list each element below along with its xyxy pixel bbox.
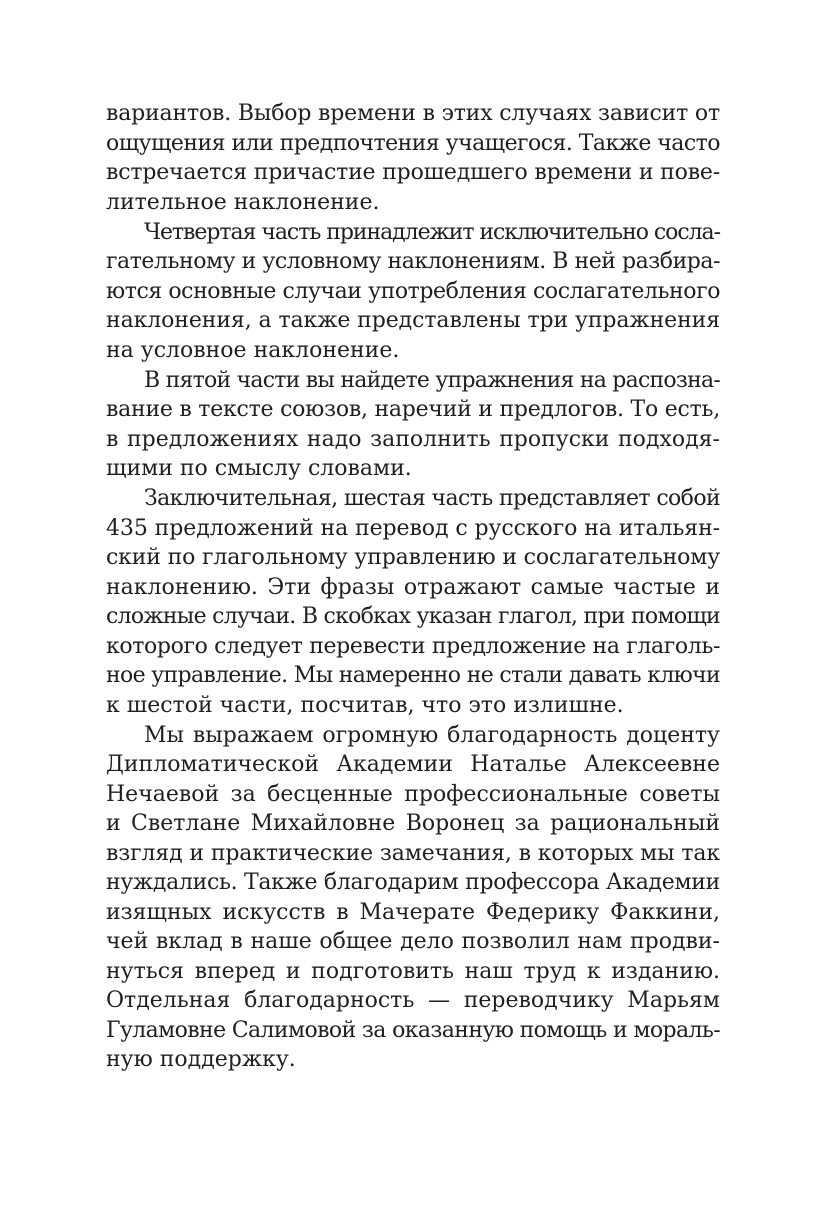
text-line: нуждались. Также благодарим профессора Академии: [106, 870, 720, 895]
text-line: встречается причастие прошедшего времени и пове-: [106, 160, 720, 185]
text-line: к шестой части, посчитав, что это излишне.: [106, 692, 624, 718]
text-line: на условное наклонение.: [106, 337, 400, 363]
text-line: лительное наклонение.: [106, 189, 380, 215]
text-line: гательному и условному наклонениям. В ней разбира-: [106, 249, 721, 274]
text-line: ное управление. Мы намеренно не стали давать ключи: [106, 663, 721, 688]
text-line: в предложениях надо заполнить пропуски подходя-: [106, 426, 720, 452]
paragraph-5: [106, 721, 720, 1075]
text-line: изящных искусств в Мачерате Федерику Факкини,: [106, 899, 720, 925]
text-line: 435 предложений на перевод с русского на итальян-: [106, 515, 721, 541]
paragraph-4: [106, 484, 720, 720]
body-text: [106, 99, 720, 1075]
text-line: ную поддержку.: [106, 1047, 296, 1072]
text-line: Дипломатической Академии Наталье Алексеевне: [106, 752, 720, 777]
text-line: и Светлане Михайловне Воронец за рациональный: [106, 811, 720, 836]
text-line: Четвертая часть принадлежит исключительно сосла-: [144, 219, 720, 245]
text-line: вание в тексте союзов, наречий и предлогов. То есть,: [106, 397, 720, 422]
text-line: ощущения или предпочтения учащегося. Также часто: [106, 130, 720, 156]
text-line: которого следует перевести предложение на глаголь-: [106, 633, 721, 659]
text-line: ются основные случаи употребления сослагательного: [106, 278, 721, 304]
text-line: наклонению. Эти фразы отражают самые частые и: [106, 574, 720, 600]
text-line: взгляд и практические замечания, в которых мы так: [106, 840, 720, 866]
text-line: Заключительная, шестая часть представляет собой: [144, 486, 720, 511]
text-line: Мы выражаем огромную благодарность доценту: [144, 722, 720, 748]
text-line: вариантов. Выбор времени в этих случаях зависит от: [106, 101, 720, 126]
paragraph-3: [106, 366, 720, 484]
text-line: чей вклад в наше общее дело позволил нам продви-: [106, 929, 720, 954]
paragraph-2: [106, 218, 720, 366]
text-line: В пятой части вы найдете упражнения на распозна-: [144, 367, 720, 393]
text-line: сложные случаи. В скобках указан глагол, при помощи: [106, 604, 720, 629]
text-line: ский по глагольному управлению и сослагательному: [106, 545, 721, 570]
text-line: Отдельная благодарность — переводчику Марьям: [106, 988, 720, 1013]
text-line: нуться вперед и подготовить наш труд к изданию.: [106, 958, 720, 984]
text-line: щими по смыслу словами.: [106, 456, 412, 481]
text-line: Нечаевой за бесценные профессиональные советы: [106, 781, 720, 807]
text-line: наклонения, а также представлены три упражнения: [106, 308, 721, 333]
text-line: Гуламовне Салимовой за оказанную помощь и мораль-: [106, 1017, 721, 1043]
paragraph-1: [106, 99, 720, 217]
